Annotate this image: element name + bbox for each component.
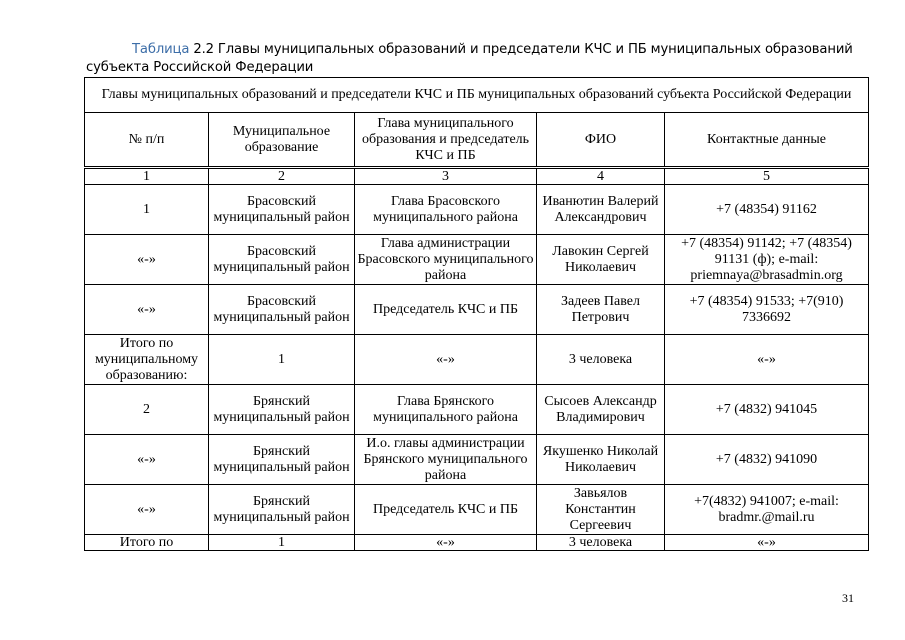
header-head-position: Глава муниципального образования и председатель КЧС и ПБ [355, 113, 537, 168]
page-number: 31 [842, 591, 854, 605]
cell-municipality: Брянский муниципальный район [209, 385, 355, 435]
cell-position: Председатель КЧС и ПБ [355, 285, 537, 335]
table-row [85, 435, 869, 485]
cell-position: Глава Брасовского муниципального района [355, 185, 537, 235]
cell-number: «-» [85, 435, 209, 485]
column-number: 4 [537, 168, 665, 185]
cell-total-label: Итого по [85, 535, 209, 551]
table-header-row [85, 113, 869, 168]
table-row-total [85, 535, 869, 551]
table-row [85, 235, 869, 285]
table-title: Главы муниципальных образований и председатели КЧС и ПБ муниципальных образований субъекта Российской Федерации [85, 78, 869, 113]
column-number-row [85, 168, 869, 185]
table-row [85, 185, 869, 235]
cell-total-count: 1 [209, 535, 355, 551]
cell-number: «-» [85, 285, 209, 335]
table-row [85, 485, 869, 535]
cell-full-name: Сысоев Александр Владимирович [537, 385, 665, 435]
cell-total-count: 1 [209, 335, 355, 385]
cell-total-label: Итого по муниципальному образованию: [85, 335, 209, 385]
caption-text: 2.2 Главы муниципальных образований и председатели КЧС и ПБ муниципальных образований субъекта Российской Федерации [86, 42, 853, 75]
header-number: № п/п [85, 113, 209, 168]
cell-contacts: +7 (4832) 941045 [665, 385, 869, 435]
cell-municipality: Брасовский муниципальный район [209, 185, 355, 235]
cell-municipality: Брасовский муниципальный район [209, 285, 355, 335]
header-full-name: ФИО [537, 113, 665, 168]
cell-position: Председатель КЧС и ПБ [355, 485, 537, 535]
caption-lead: Таблица [132, 42, 190, 57]
table-row [85, 385, 869, 435]
cell-contacts: «-» [665, 335, 869, 385]
column-number: 3 [355, 168, 537, 185]
table-caption [86, 41, 866, 77]
cell-people-count: 3 человека [537, 335, 665, 385]
cell-position: И.о. главы администрации Брянского муниципального района [355, 435, 537, 485]
cell-full-name: Якушенко Николай Николаевич [537, 435, 665, 485]
cell-position: Глава Брянского муниципального района [355, 385, 537, 435]
cell-position: «-» [355, 335, 537, 385]
cell-position: «-» [355, 535, 537, 551]
cell-contacts: +7 (48354) 91162 [665, 185, 869, 235]
cell-number: 1 [85, 185, 209, 235]
cell-number: «-» [85, 235, 209, 285]
cell-municipality: Брасовский муниципальный район [209, 235, 355, 285]
table-row-total [85, 335, 869, 385]
cell-full-name: Иванютин Валерий Александрович [537, 185, 665, 235]
column-number: 1 [85, 168, 209, 185]
cell-contacts: +7 (4832) 941090 [665, 435, 869, 485]
column-number: 2 [209, 168, 355, 185]
column-number: 5 [665, 168, 869, 185]
heads-table [84, 77, 869, 551]
cell-number: 2 [85, 385, 209, 435]
header-municipality: Муниципальное образование [209, 113, 355, 168]
cell-contacts: «-» [665, 535, 869, 551]
cell-municipality: Брянский муниципальный район [209, 485, 355, 535]
cell-contacts: +7 (48354) 91142; +7 (48354) 91131 (ф); e-mail: priemnaya@brasadmin.org [665, 235, 869, 285]
table-row [85, 285, 869, 335]
cell-municipality: Брянский муниципальный район [209, 435, 355, 485]
cell-number: «-» [85, 485, 209, 535]
cell-contacts: +7 (48354) 91533; +7(910) 7336692 [665, 285, 869, 335]
header-contacts: Контактные данные [665, 113, 869, 168]
cell-full-name: Задеев Павел Петрович [537, 285, 665, 335]
cell-full-name: Завьялов Константин Сергеевич [537, 485, 665, 535]
cell-people-count: 3 человека [537, 535, 665, 551]
cell-full-name: Лавокин Сергей Николаевич [537, 235, 665, 285]
table-title-row [85, 78, 869, 113]
cell-position: Глава администрации Брасовского муниципального района [355, 235, 537, 285]
cell-contacts: +7(4832) 941007; e-mail: bradmr.@mail.ru [665, 485, 869, 535]
